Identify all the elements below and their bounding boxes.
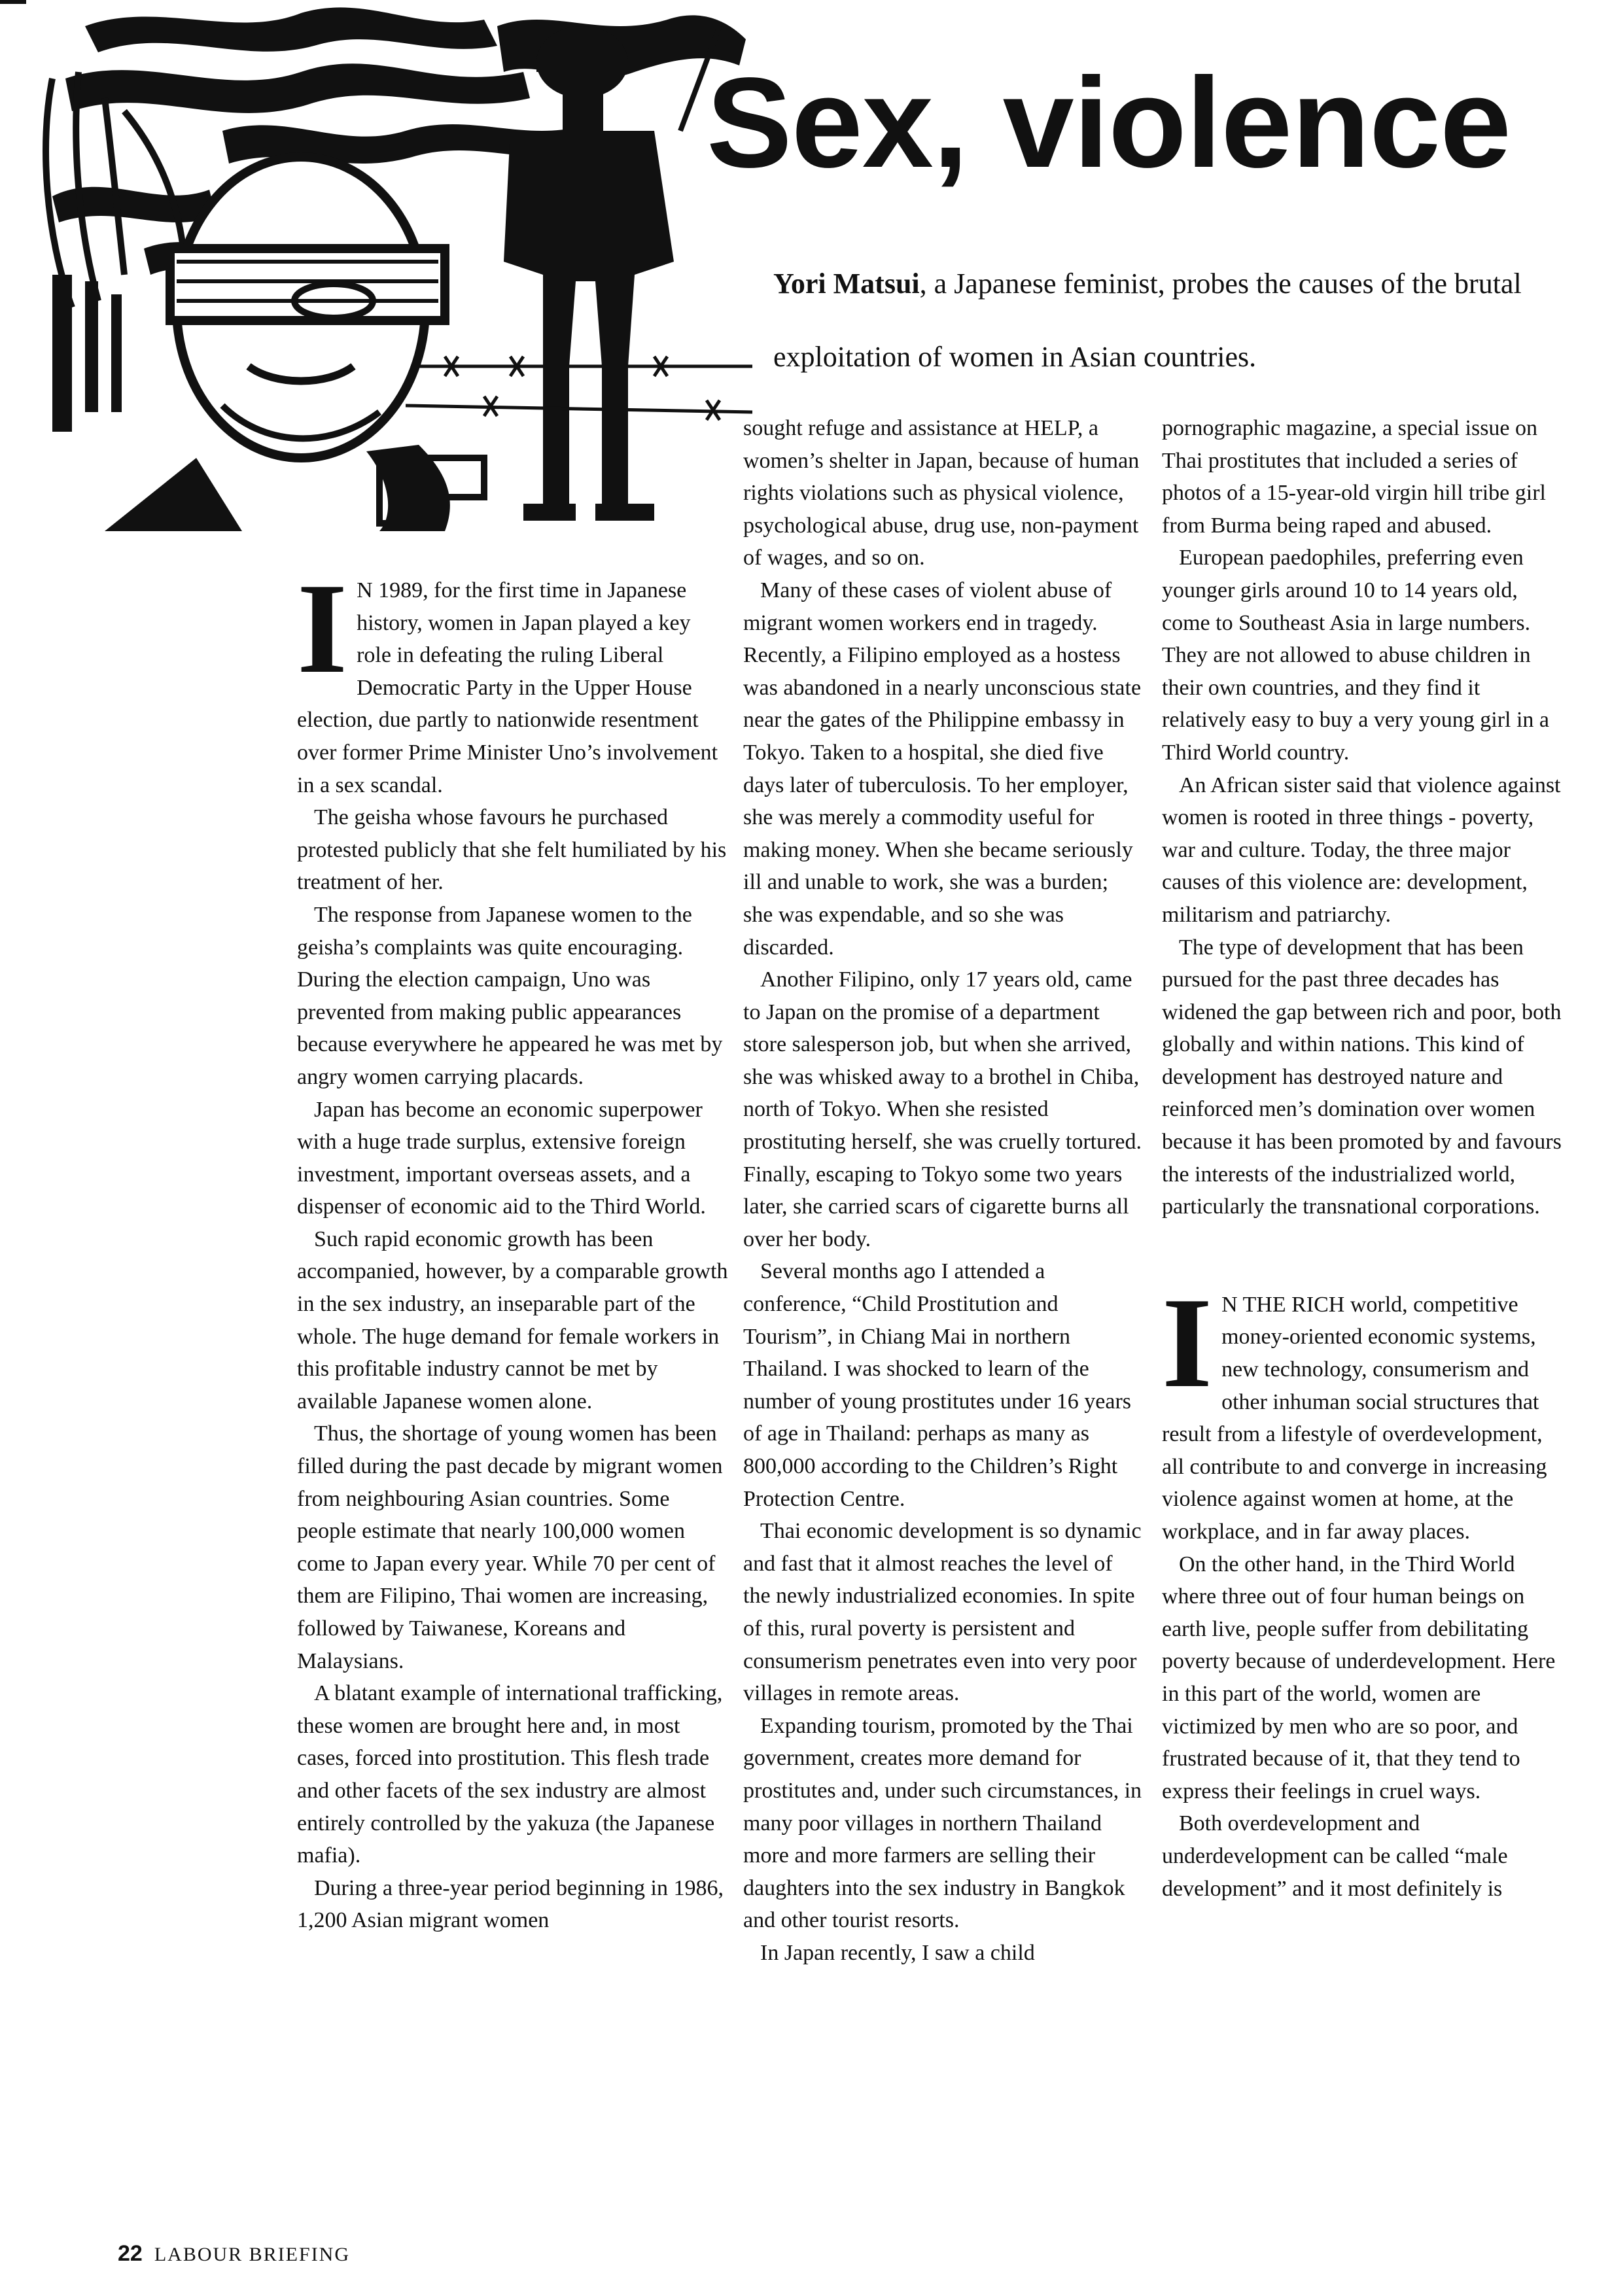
page-footer (118, 2241, 350, 2267)
section-break (1162, 1223, 1568, 1289)
paragraph: Several months ago I attended a conference, “Child Prostitution and Tourism”, in Chiang Mai in northern Thailand. I was shocked to learn of the number of young prostitutes under 16 years of age in Thailand: perhaps as many as 800,000 according to the Children’s Right Protection Centre. (743, 1259, 1131, 1511)
paragraph: The geisha whose favours he purchased protested publicly that she felt humiliated by his treatment of her. (297, 805, 727, 895)
article-illustration (26, 0, 759, 531)
paragraph: The type of development that has been pursued for the past three decades has widened the gap between rich and poor, both globally and within nations. This kind of development has destroyed nature and reinforced men’s domination over women because it has been promoted by and favours the interests of the industrialized world, particularly the transnational corporations. (1162, 935, 1562, 1219)
paragraph: European paedophiles, preferring even younger girls around 10 to 14 years old, come to Southeast Asia in large numbers. They are not allowed to abuse children in their own countries, and they find it relatively easy to buy a very young girl in a Third World country. (1162, 546, 1549, 765)
paragraph: Thai economic development is so dynamic and fast that it almost reaches the level of the newly industrialized economies. In spite of this, rural poverty is persistent and consumerism penetrates even into very poor villages in remote areas. (743, 1519, 1142, 1706)
section-opening-paragraph: I N THE RICH world, competitive money-oriented economic systems, new technology, consumerism and other inhuman social structures that result from a lifestyle of overdevelopment, all contribute to and converge in increasing violence against women at home, at the workplace, and in far away places. (1162, 1270, 1547, 1544)
drop-cap: I (297, 557, 348, 700)
paragraph: On the other hand, in the Third World where three out of four human beings on earth live, people suffer from debilitating poverty because of underdevelopment. Here in this part of the world, women are victimized by men who are so poor, and frustrated because of it, that they tend to express their feelings in cruel ways. (1162, 1552, 1556, 1803)
body-column-2 (743, 412, 1142, 1970)
paragraph: During a three-year period beginning in 1986, 1,200 Asian migrant women (297, 1875, 724, 1933)
article-title: Sex, violence (707, 51, 1511, 194)
paragraph: sought refuge and assistance at HELP, a women’s shelter in Japan, because of human rights violations such as physical violence, psychological abuse, drug use, non-payment of wages, and so on. (743, 416, 1140, 570)
paragraph: An African sister said that violence against women is rooted in three things - poverty, war and culture. Today, the three major causes of this violence are: development, militarism and patriarchy. (1162, 773, 1561, 927)
standfirst-text: , a Japanese feminist, probes the causes of the brutal exploitation of women in Asian countries. (773, 268, 1522, 373)
paragraph: The response from Japanese women to the geisha’s complaints was quite encouraging. During the election campaign, Uno was prevented from making public appearances because everywhere he appeared he was met by angry women carrying placards. (297, 902, 723, 1089)
paragraph: Expanding tourism, promoted by the Thai government, creates more demand for prostitutes and, under such circumstances, in many poor villages in northern Thailand more and more farmers are selling their daughters into the sex industry in Bangkok and other tourist resorts. (743, 1713, 1142, 1933)
publication-name: LABOUR BRIEFING (154, 2244, 351, 2265)
drop-cap: I (1162, 1270, 1213, 1414)
paragraph: Such rapid economic growth has been accompanied, however, by a comparable growth in the sex industry, an inseparable part of the whole. The huge demand for female workers in this profitable industry cannot be met by available Japanese women alone. (297, 1226, 728, 1414)
page-number: 22 (118, 2241, 143, 2266)
paragraph: pornographic magazine, a special issue on Thai prostitutes that included a series of photos of a 15-year-old virgin hill tribe girl from Burma being raped and abused. (1162, 416, 1546, 538)
paragraph: A blatant example of international trafficking, these women are brought here and, in most cases, forced into prostitution. This flesh trade and other facets of the sex industry are almost entirely controlled by the yakuza (the Japanese mafia). (297, 1681, 723, 1868)
body-column-1 (297, 557, 729, 1937)
body-column-3 (1162, 412, 1568, 1905)
paragraph: Both overdevelopment and underdevelopment can be called “male development” and it most definitely is (1162, 1811, 1508, 1901)
article-standfirst (773, 247, 1571, 394)
paragraph: Many of these cases of violent abuse of migrant women workers end in tragedy. Recently, a Filipino employed as a hostess was abandoned in a nearly unconscious state near the gates of the Philippine embassy in Tokyo. Taken to a hospital, she died five days later of tuberculosis. To her employer, she was merely a commodity useful for making money. When she became seriously ill and unable to work, she was a burden; she was expendable, and so she was discarded. (743, 578, 1142, 960)
paragraph: Thus, the shortage of young women has been filled during the past decade by migrant women from neighbouring Asian countries. Some people estimate that nearly 100,000 women come to Japan every year. While 70 per cent of them are Filipino, Thai women are increasing, followed by Taiwanese, Koreans and Malaysians. (297, 1421, 723, 1673)
opening-paragraph: I N 1989, for the first time in Japanese history, women in Japan played a key role in defeating the ruling Liberal Democratic Party in the Upper House election, due partly to nationwide resentment over former Prime Minister Uno’s involvement in a sex scandal. (297, 557, 718, 797)
author-name: Yori Matsui (773, 268, 920, 300)
paragraph: Japan has become an economic superpower with a huge trade surplus, extensive foreign investment, important overseas assets, and a dispenser of economic aid to the Third World. (297, 1097, 706, 1219)
paragraph: Another Filipino, only 17 years old, came to Japan on the promise of a department store salesperson job, but when she arrived, she was whisked away to a brothel in Chiba, north of Tokyo. When she resisted prostituting herself, she was cruelly tortured. Finally, escaping to Tokyo some two years later, she carried scars of cigarette burns all over her body. (743, 967, 1142, 1251)
paragraph: In Japan recently, I saw a child (760, 1940, 1035, 1965)
